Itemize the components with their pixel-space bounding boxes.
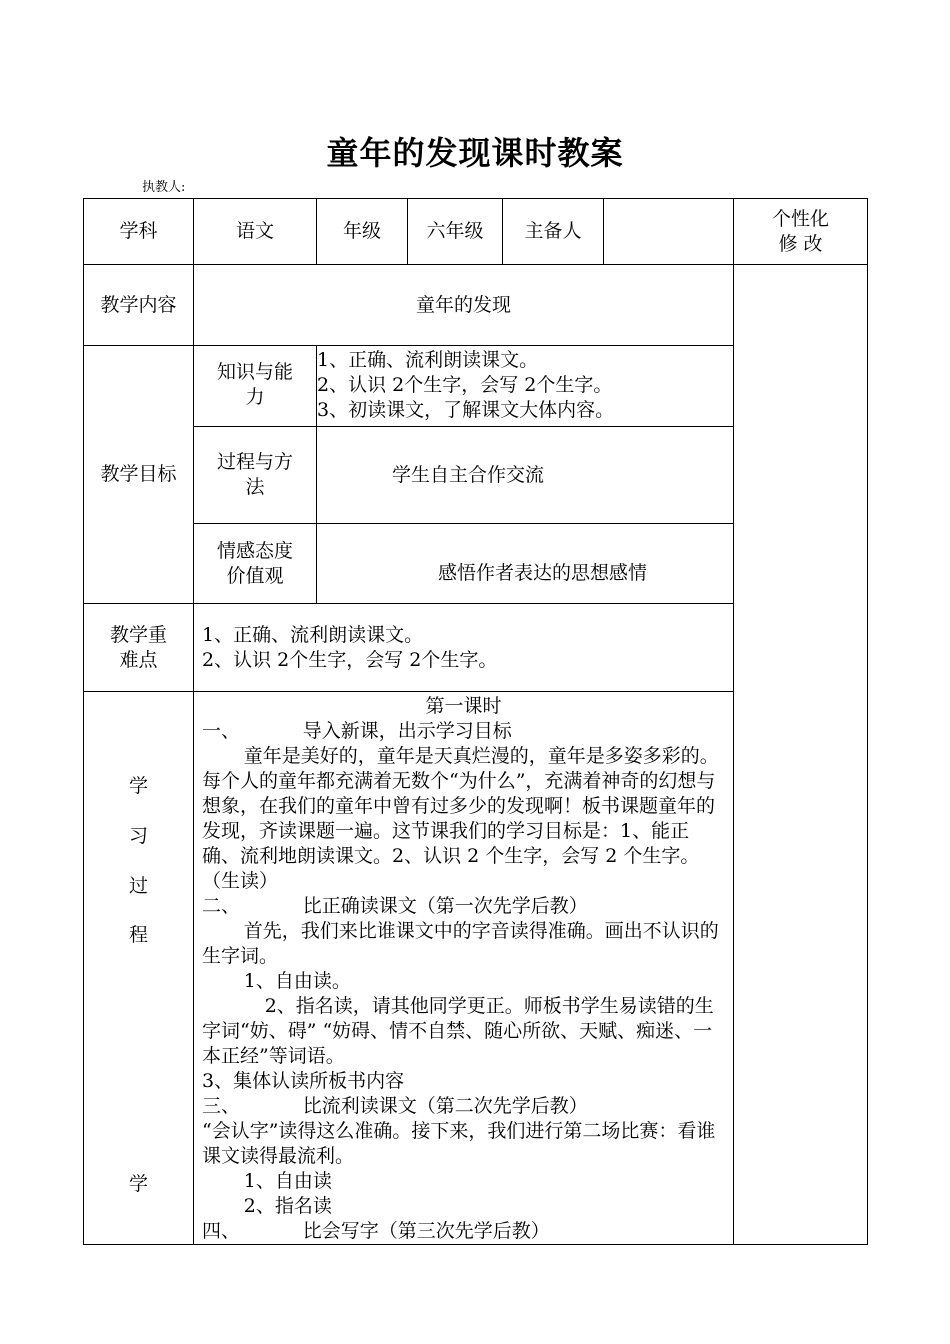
knowledge-label xyxy=(194,346,317,427)
knowledge-label-line1: 知识与能 xyxy=(216,361,293,383)
section-3-heading xyxy=(202,1094,725,1119)
personal-edit-label xyxy=(734,199,868,265)
key-points-label-line1: 教学重 xyxy=(109,623,167,646)
lesson-plan-table xyxy=(83,198,868,1245)
goals-label: 教学目标 xyxy=(84,346,194,604)
process-label xyxy=(84,692,194,1245)
content-row xyxy=(84,265,868,346)
section-4-heading xyxy=(202,1219,725,1244)
preparer-value xyxy=(604,199,734,265)
subject-label: 学科 xyxy=(84,199,194,265)
section-2-heading xyxy=(202,894,725,919)
content-label: 教学内容 xyxy=(84,265,194,346)
section-title: 比会写字（第三次先学后教） xyxy=(302,1220,550,1242)
emotion-label xyxy=(194,524,317,604)
process-content xyxy=(194,692,734,1245)
section-num: 三、 xyxy=(202,1095,241,1117)
key-points-label-line2: 难点 xyxy=(119,648,158,671)
process-label-char: 程 xyxy=(128,924,148,946)
key-points-items xyxy=(194,604,734,692)
section-title: 导入新课，出示学习目标 xyxy=(302,720,512,742)
section-title: 比流利读课文（第二次先学后教） xyxy=(302,1095,588,1117)
section-num: 四、 xyxy=(202,1220,241,1242)
grade-value: 六年级 xyxy=(408,199,503,265)
knowledge-item: 1、正确、流利朗读课文。 xyxy=(317,349,539,371)
section-num: 二、 xyxy=(202,895,241,917)
knowledge-item: 2、认识 2个生字，会写 2个生字。 xyxy=(317,374,613,396)
section-title: 比正确读课文（第一次先学后教） xyxy=(302,895,588,917)
knowledge-items xyxy=(317,346,734,427)
section-2-item-2: 2、指名读，请其他同学更正。师板书学生易读错的生字词“妨、碍” “妨碍、情不自禁、随心所欲、天赋、痴迷、一本正经”等词语。 xyxy=(202,995,714,1067)
section-3-paragraph: “会认字”读得这么准确。接下来，我们进行第二场比赛：看谁课文读得最流利。 xyxy=(202,1120,716,1167)
preparer-label: 主备人 xyxy=(503,199,604,265)
knowledge-item: 3、初读课文，了解课文大体内容。 xyxy=(317,399,615,421)
section-num: 一、 xyxy=(202,720,241,742)
key-point-item: 2、认识 2个生字，会写 2个生字。 xyxy=(202,648,498,671)
page-title: 童年的发现课时教案 xyxy=(326,134,624,172)
process-label-char: 学 xyxy=(128,1173,148,1195)
lesson-title: 第一课时 xyxy=(425,695,502,717)
grade-label: 年级 xyxy=(317,199,408,265)
process-label-char: 过 xyxy=(128,875,148,897)
emotion-value: 感悟作者表达的思想感情 xyxy=(317,524,734,604)
process-label-char: 学 xyxy=(128,775,148,797)
subject-value: 语文 xyxy=(194,199,317,265)
content-value: 童年的发现 xyxy=(194,265,734,346)
personal-edit-line1: 个性化 xyxy=(771,207,829,230)
personal-edit-column[interactable] xyxy=(734,265,868,1245)
section-1-paragraph: 童年是美好的，童年是天真烂漫的，童年是多姿多彩的。每个人的童年都充满着无数个“为什么”，充满着神奇的幻想与想象，在我们的童年中曾有过多少的发现啊！板书课题童年的发现，齐读课题一遍。这节课我们的学习目标是：1、能正确、流利地朗读课文。2、认识 2 个生字，会写 2 个生字。（生读） xyxy=(202,745,719,892)
section-1-heading xyxy=(202,719,725,744)
personal-edit-line2: 修 改 xyxy=(778,232,823,255)
emotion-label-line1: 情感态度 xyxy=(216,539,293,562)
section-2-item-1: 1、自由读。 xyxy=(243,970,351,992)
key-point-item: 1、正确、流利朗读课文。 xyxy=(202,623,424,646)
teacher-label: 执教人: xyxy=(142,180,186,195)
section-3-item-2: 2、指名读 xyxy=(243,1195,332,1217)
emotion-label-line2: 价值观 xyxy=(226,564,284,587)
section-2-paragraph: 首先，我们来比谁课文中的字音读得准确。画出不认识的生字词。 xyxy=(202,920,719,967)
process-method-label-line2: 法 xyxy=(245,476,265,498)
process-label-char: 习 xyxy=(128,825,148,847)
key-points-label xyxy=(84,604,194,692)
knowledge-label-line2: 力 xyxy=(245,386,265,408)
process-method-label xyxy=(194,427,317,524)
section-2-item-3: 3、集体认读所板书内容 xyxy=(202,1070,405,1092)
header-row xyxy=(84,199,868,265)
section-3-item-1: 1、自由读 xyxy=(243,1170,332,1192)
process-method-value: 学生自主合作交流 xyxy=(317,427,734,524)
process-method-label-line1: 过程与方 xyxy=(216,451,293,473)
